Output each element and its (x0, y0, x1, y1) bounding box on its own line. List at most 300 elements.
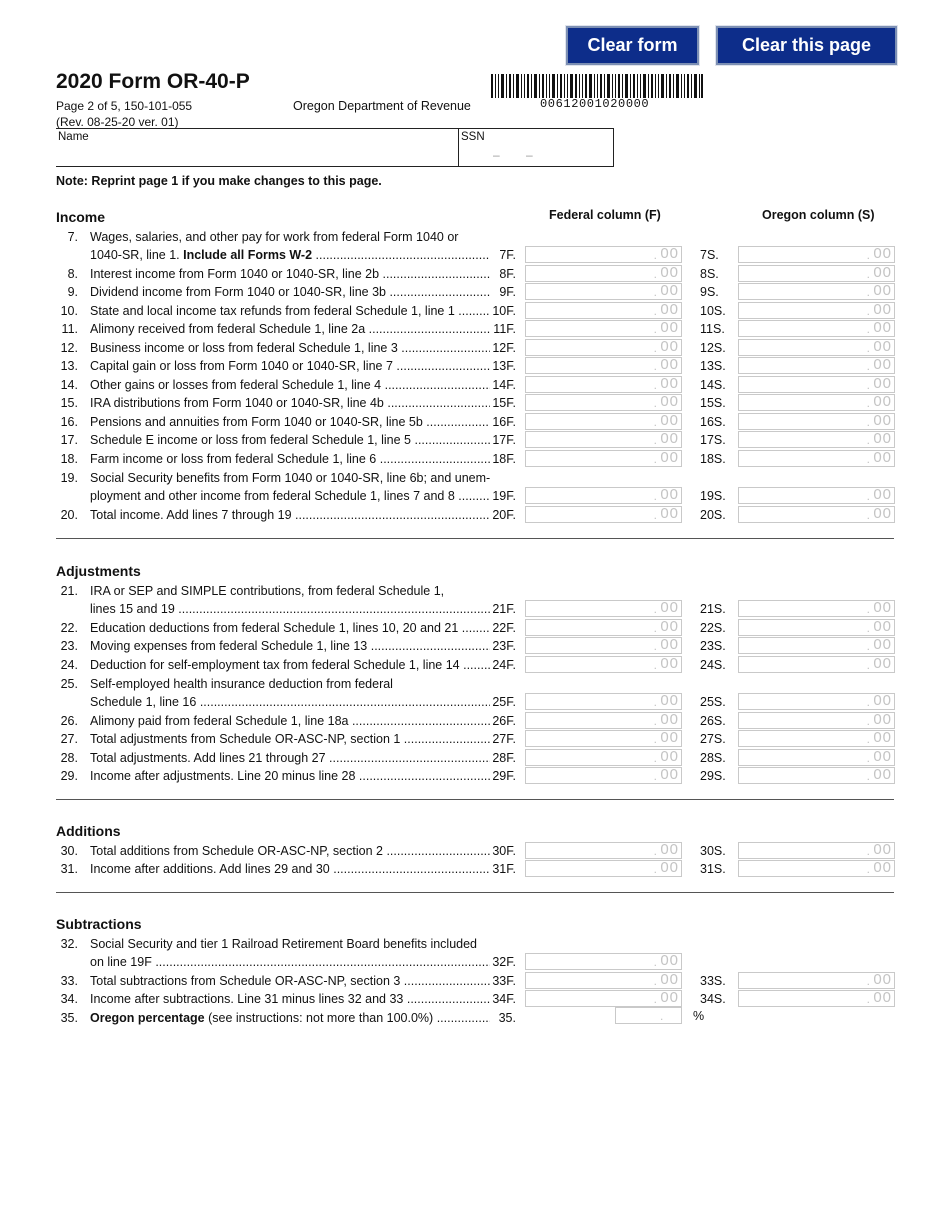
line-code-f: 25F. (492, 695, 516, 709)
line-17-federal-amount-input[interactable] (525, 431, 682, 448)
line-34-oregon-code: 34S. (700, 992, 726, 1006)
line-code-f: 19F. (492, 489, 516, 503)
line-7-oregon-amount-input[interactable] (738, 246, 895, 263)
line-text: Dividend income from Form 1040 or 1040-SR, line 3b ..... (90, 283, 490, 301)
line-text: Social Security and tier 1 Railroad Retirement Board benefits included (90, 937, 478, 951)
line-number: 15. (60, 396, 78, 410)
line-number: 12. (60, 341, 78, 355)
line-12-oregon-amount-input[interactable] (738, 339, 895, 356)
line-text: Total income. Add lines 7 through 19 ..... (90, 506, 490, 524)
line-code-f: 18F. (492, 452, 516, 466)
line-code-f: 29F. (492, 769, 516, 783)
line-25-row1 (56, 675, 516, 693)
line-19-oregon-amount-input[interactable] (738, 487, 895, 504)
decimal-point: . (866, 248, 870, 262)
line-8-oregon-code: 8S. (700, 267, 719, 281)
line-33-oregon-code: 33S. (700, 974, 726, 988)
decimal-point: . (660, 1009, 664, 1023)
line-7-row2 (56, 246, 516, 264)
cents-placeholder: 00 (660, 486, 679, 503)
line-30-federal-amount-input[interactable] (525, 842, 682, 859)
line-text: Wages, salaries, and other pay for work from federal Form 1040 or (90, 230, 459, 244)
cents-placeholder: 00 (660, 282, 679, 299)
line-23-oregon-code: 23S. (700, 639, 726, 653)
decimal-point: . (653, 658, 657, 672)
cents-placeholder: 00 (660, 766, 679, 783)
line-35 (56, 1009, 516, 1027)
line-code-f: 9F. (499, 285, 516, 299)
cents-placeholder: 00 (660, 599, 679, 616)
line-number: 31. (60, 862, 78, 876)
line-14-federal-amount-input[interactable] (525, 376, 682, 393)
ssn-label: SSN (461, 131, 485, 143)
line-31-federal-amount-input[interactable] (525, 860, 682, 877)
line-text: lines 15 and 19 ..... (90, 600, 490, 618)
line-22-oregon-code: 22S. (700, 621, 726, 635)
cents-placeholder: 00 (660, 393, 679, 410)
section-divider (56, 892, 894, 893)
decimal-point: . (866, 489, 870, 503)
line-13-oregon-code: 13S. (700, 359, 726, 373)
line-26-oregon-amount-input[interactable] (738, 712, 895, 729)
line-19-federal-amount-input[interactable] (525, 487, 682, 504)
line-code-f: 32F. (492, 955, 516, 969)
line-33-federal-amount-input[interactable] (525, 972, 682, 989)
line-11-oregon-amount-input[interactable] (738, 320, 895, 337)
cents-placeholder: 00 (660, 636, 679, 653)
decimal-point: . (866, 621, 870, 635)
line-code-f: 7F. (499, 248, 516, 262)
line-text: Capital gain or loss from Form 1040 or 1040-SR, line 7 ..... (90, 357, 490, 375)
oregon-column-header: Oregon column (S) (762, 208, 875, 222)
decimal-point: . (653, 955, 657, 969)
cents-placeholder: 00 (873, 264, 892, 281)
line-17-oregon-code: 17S. (700, 433, 726, 447)
line-number: 29. (60, 769, 78, 783)
line-code-f: 20F. (492, 508, 516, 522)
line-25-federal-amount-input[interactable] (525, 693, 682, 710)
decimal-point: . (866, 452, 870, 466)
line-7-oregon-code: 7S. (700, 248, 719, 262)
line-text: Income after additions. Add lines 29 and 30 ..... (90, 860, 490, 878)
line-10-oregon-amount-input[interactable] (738, 302, 895, 319)
line-13-oregon-amount-input[interactable] (738, 357, 895, 374)
cents-placeholder: 00 (873, 711, 892, 728)
line-29-oregon-code: 29S. (700, 769, 726, 783)
line-31-oregon-amount-input[interactable] (738, 860, 895, 877)
line-15-oregon-code: 15S. (700, 396, 726, 410)
cents-placeholder: 00 (660, 505, 679, 522)
cents-placeholder: 00 (873, 618, 892, 635)
line-8-oregon-amount-input[interactable] (738, 265, 895, 282)
line-30-oregon-amount-input[interactable] (738, 842, 895, 859)
line-number: 28. (60, 751, 78, 765)
line-21-oregon-code: 21S. (700, 602, 726, 616)
decimal-point: . (653, 248, 657, 262)
decimal-point: . (653, 415, 657, 429)
line-17 (56, 431, 516, 449)
decimal-point: . (866, 396, 870, 410)
decimal-point: . (866, 639, 870, 653)
cents-placeholder: 00 (873, 486, 892, 503)
clear-form-button[interactable]: Clear form (566, 26, 699, 65)
line-number: 24. (60, 658, 78, 672)
department: Oregon Department of Revenue (293, 99, 471, 113)
line-21-row1 (56, 582, 516, 600)
clear-page-button[interactable]: Clear this page (716, 26, 897, 65)
line-12-oregon-code: 12S. (700, 341, 726, 355)
cents-placeholder: 00 (873, 449, 892, 466)
line-number: 30. (60, 844, 78, 858)
line-9-federal-amount-input[interactable] (525, 283, 682, 300)
decimal-point: . (866, 769, 870, 783)
line-code-f: 27F. (492, 732, 516, 746)
line-10-oregon-code: 10S. (700, 304, 726, 318)
section-subtractions: Subtractions (56, 916, 142, 932)
line-text: IRA distributions from Form 1040 or 1040-SR, line 4b ..... (90, 394, 490, 412)
line-code-f: 24F. (492, 658, 516, 672)
decimal-point: . (866, 974, 870, 988)
line-text: on line 19F ..... (90, 953, 490, 971)
line-text: Income after adjustments. Line 20 minus line 28 ..... (90, 767, 490, 785)
cents-placeholder: 00 (660, 729, 679, 746)
line-26-oregon-code: 26S. (700, 714, 726, 728)
line-15 (56, 394, 516, 412)
line-code-f: 28F. (492, 751, 516, 765)
cents-placeholder: 00 (873, 636, 892, 653)
line-12-federal-amount-input[interactable] (525, 339, 682, 356)
line-14 (56, 376, 516, 394)
line-34 (56, 990, 516, 1008)
decimal-point: . (866, 695, 870, 709)
line-28-federal-amount-input[interactable] (525, 749, 682, 766)
line-24-oregon-code: 24S. (700, 658, 726, 672)
barcode (491, 74, 703, 98)
ssn-field[interactable] (458, 128, 614, 167)
decimal-point: . (653, 396, 657, 410)
line-29-oregon-amount-input[interactable] (738, 767, 895, 784)
decimal-point: . (866, 304, 870, 318)
line-27-oregon-amount-input[interactable] (738, 730, 895, 747)
decimal-point: . (653, 639, 657, 653)
cents-placeholder: 00 (873, 282, 892, 299)
decimal-point: . (653, 285, 657, 299)
line-13-federal-amount-input[interactable] (525, 357, 682, 374)
line-27-federal-amount-input[interactable] (525, 730, 682, 747)
line-code-f: 34F. (492, 992, 516, 1006)
decimal-point: . (653, 304, 657, 318)
line-20-oregon-amount-input[interactable] (738, 506, 895, 523)
decimal-point: . (653, 359, 657, 373)
line-code-f: 8F. (499, 267, 516, 281)
decimal-point: . (866, 714, 870, 728)
decimal-point: . (866, 415, 870, 429)
line-17-oregon-amount-input[interactable] (738, 431, 895, 448)
decimal-point: . (866, 322, 870, 336)
line-24-federal-amount-input[interactable] (525, 656, 682, 673)
line-26 (56, 712, 516, 730)
line-21-federal-amount-input[interactable] (525, 600, 682, 617)
decimal-point: . (866, 359, 870, 373)
line-14-oregon-amount-input[interactable] (738, 376, 895, 393)
line-16-oregon-amount-input[interactable] (738, 413, 895, 430)
line-number: 20. (60, 508, 78, 522)
line-27-oregon-code: 27S. (700, 732, 726, 746)
line-22-oregon-amount-input[interactable] (738, 619, 895, 636)
line-number: 27. (60, 732, 78, 746)
cents-placeholder: 00 (873, 748, 892, 765)
decimal-point: . (653, 621, 657, 635)
line-23-oregon-amount-input[interactable] (738, 637, 895, 654)
line-22 (56, 619, 516, 637)
line-code-f: 15F. (492, 396, 516, 410)
cents-placeholder: 00 (873, 393, 892, 410)
cents-placeholder: 00 (873, 729, 892, 746)
line-30-oregon-code: 30S. (700, 844, 726, 858)
line-text: Social Security benefits from Form 1040 or 1040-SR, line 6b; and unem- (90, 471, 490, 485)
cents-placeholder: 00 (660, 375, 679, 392)
line-9 (56, 283, 516, 301)
cents-placeholder: 00 (873, 301, 892, 318)
line-7-row1 (56, 228, 516, 246)
line-22-federal-amount-input[interactable] (525, 619, 682, 636)
decimal-point: . (653, 862, 657, 876)
line-19-row1 (56, 469, 516, 487)
cents-placeholder: 00 (660, 430, 679, 447)
cents-placeholder: 00 (873, 841, 892, 858)
cents-placeholder: 00 (873, 692, 892, 709)
line-text: Total subtractions from Schedule OR-ASC-NP, section 3 ..... (90, 972, 490, 990)
cents-placeholder: 00 (873, 245, 892, 262)
line-9-oregon-code: 9S. (700, 285, 719, 299)
line-code-f: 35. (498, 1011, 516, 1025)
cents-placeholder: 00 (873, 655, 892, 672)
line-number: 16. (60, 415, 78, 429)
line-32-row2 (56, 953, 516, 971)
decimal-point: . (866, 378, 870, 392)
line-28 (56, 749, 516, 767)
line-text: Moving expenses from federal Schedule 1, line 13 ..... (90, 637, 490, 655)
ssn-dash: – (526, 148, 533, 162)
line-21-oregon-amount-input[interactable] (738, 600, 895, 617)
cents-placeholder: 00 (660, 264, 679, 281)
decimal-point: . (653, 489, 657, 503)
line-12 (56, 339, 516, 357)
line-number: 35. (60, 1011, 78, 1025)
name-field[interactable] (56, 128, 458, 167)
cents-placeholder: 00 (873, 766, 892, 783)
cents-placeholder: 00 (660, 952, 679, 969)
section-divider (56, 799, 894, 800)
line-20-federal-amount-input[interactable] (525, 506, 682, 523)
line-text: Schedule E income or loss from federal Schedule 1, line 5 ..... (90, 431, 490, 449)
section-additions: Additions (56, 823, 121, 839)
line-18-oregon-code: 18S. (700, 452, 726, 466)
cents-placeholder: 00 (660, 356, 679, 373)
decimal-point: . (653, 714, 657, 728)
cents-placeholder: 00 (873, 971, 892, 988)
cents-placeholder: 00 (873, 338, 892, 355)
line-27 (56, 730, 516, 748)
line-text: Deduction for self-employment tax from federal Schedule 1, line 14 ..... (90, 656, 490, 674)
decimal-point: . (866, 267, 870, 281)
line-number: 17. (60, 433, 78, 447)
line-number: 14. (60, 378, 78, 392)
cents-placeholder: 00 (873, 375, 892, 392)
section-adjustments: Adjustments (56, 563, 141, 579)
cents-placeholder: 00 (660, 748, 679, 765)
decimal-point: . (653, 992, 657, 1006)
line-20-oregon-code: 20S. (700, 508, 726, 522)
line-18-oregon-amount-input[interactable] (738, 450, 895, 467)
decimal-point: . (866, 751, 870, 765)
cents-placeholder: 00 (873, 430, 892, 447)
line-11-federal-amount-input[interactable] (525, 320, 682, 337)
decimal-point: . (653, 732, 657, 746)
line-code-f: 16F. (492, 415, 516, 429)
line-21-row2 (56, 600, 516, 618)
line-19-row2 (56, 487, 516, 505)
line-34-federal-amount-input[interactable] (525, 990, 682, 1007)
line-11-oregon-code: 11S. (700, 322, 725, 336)
line-code-f: 11F. (493, 322, 516, 336)
decimal-point: . (653, 695, 657, 709)
line-code-f: 31F. (492, 862, 516, 876)
cents-placeholder: 00 (660, 971, 679, 988)
cents-placeholder: 00 (873, 319, 892, 336)
cents-placeholder: 00 (873, 505, 892, 522)
line-text: Education deductions from federal Schedule 1, lines 10, 20 and 21 ..... (90, 619, 490, 637)
line-number: 19. (60, 471, 78, 485)
line-code-f: 12F. (492, 341, 516, 355)
line-32-federal-amount-input[interactable] (525, 953, 682, 970)
line-24 (56, 656, 516, 674)
line-number: 22. (60, 621, 78, 635)
decimal-point: . (653, 508, 657, 522)
line-25-oregon-amount-input[interactable] (738, 693, 895, 710)
line-text: Business income or loss from federal Schedule 1, line 3 ..... (90, 339, 490, 357)
line-code-f: 26F. (492, 714, 516, 728)
line-text: Self-employed health insurance deduction from federal (90, 677, 393, 691)
line-text: Pensions and annuities from Form 1040 or 1040-SR, line 5b ..... (90, 413, 490, 431)
line-code-f: 14F. (492, 378, 516, 392)
line-15-federal-amount-input[interactable] (525, 394, 682, 411)
line-16-federal-amount-input[interactable] (525, 413, 682, 430)
section-divider (56, 538, 894, 539)
decimal-point: . (653, 751, 657, 765)
line-text: Interest income from Form 1040 or 1040-SR, line 2b ..... (90, 265, 490, 283)
line-number: 21. (60, 584, 78, 598)
cents-placeholder: 00 (873, 989, 892, 1006)
decimal-point: . (653, 452, 657, 466)
line-29-federal-amount-input[interactable] (525, 767, 682, 784)
cents-placeholder: 00 (873, 599, 892, 616)
line-code-f: 22F. (492, 621, 516, 635)
cents-placeholder: 00 (873, 859, 892, 876)
cents-placeholder: 00 (660, 412, 679, 429)
decimal-point: . (866, 602, 870, 616)
line-9-oregon-amount-input[interactable] (738, 283, 895, 300)
percent-sign: % (693, 1009, 705, 1023)
line-33 (56, 972, 516, 990)
line-28-oregon-amount-input[interactable] (738, 749, 895, 766)
line-34-oregon-amount-input[interactable] (738, 990, 895, 1007)
decimal-point: . (866, 732, 870, 746)
oregon-percentage-input[interactable] (615, 1007, 682, 1024)
line-10 (56, 302, 516, 320)
line-18-federal-amount-input[interactable] (525, 450, 682, 467)
line-33-oregon-amount-input[interactable] (738, 972, 895, 989)
cents-placeholder: 00 (873, 412, 892, 429)
line-23-federal-amount-input[interactable] (525, 637, 682, 654)
line-text: Schedule 1, line 16 ..... (90, 693, 490, 711)
form-title: 2020 Form OR-40-P (56, 70, 250, 93)
decimal-point: . (653, 974, 657, 988)
decimal-point: . (653, 378, 657, 392)
line-7-federal-amount-input[interactable] (525, 246, 682, 263)
line-number: 32. (60, 937, 78, 951)
cents-placeholder: 00 (660, 711, 679, 728)
line-25-row2 (56, 693, 516, 711)
ssn-dash: – (493, 148, 500, 162)
cents-placeholder: 00 (660, 989, 679, 1006)
line-text: Farm income or loss from federal Schedule 1, line 6 ..... (90, 450, 490, 468)
line-10-federal-amount-input[interactable] (525, 302, 682, 319)
line-number: 26. (60, 714, 78, 728)
line-26-federal-amount-input[interactable] (525, 712, 682, 729)
decimal-point: . (653, 433, 657, 447)
reprint-note: Note: Reprint page 1 if you make changes to this page. (56, 174, 382, 188)
line-text: Alimony received from federal Schedule 1, line 2a ..... (90, 320, 490, 338)
decimal-point: . (866, 658, 870, 672)
decimal-point: . (866, 844, 870, 858)
line-25-oregon-code: 25S. (700, 695, 726, 709)
line-code-f: 21F. (492, 602, 516, 616)
cents-placeholder: 00 (660, 618, 679, 635)
line-code-f: 23F. (492, 639, 516, 653)
decimal-point: . (866, 285, 870, 299)
line-text: Other gains or losses from federal Schedule 1, line 4 ..... (90, 376, 490, 394)
federal-column-header: Federal column (F) (549, 208, 661, 222)
line-number: 33. (60, 974, 78, 988)
line-19-oregon-code: 19S. (700, 489, 726, 503)
line-13 (56, 357, 516, 375)
line-18 (56, 450, 516, 468)
cents-placeholder: 00 (660, 338, 679, 355)
decimal-point: . (866, 862, 870, 876)
cents-placeholder: 00 (873, 356, 892, 373)
line-number: 13. (60, 359, 78, 373)
line-code-f: 13F. (492, 359, 516, 373)
decimal-point: . (653, 602, 657, 616)
line-8 (56, 265, 516, 283)
decimal-point: . (653, 267, 657, 281)
line-28-oregon-code: 28S. (700, 751, 726, 765)
line-15-oregon-amount-input[interactable] (738, 394, 895, 411)
line-24-oregon-amount-input[interactable] (738, 656, 895, 673)
line-number: 11. (61, 322, 78, 336)
line-16 (56, 413, 516, 431)
decimal-point: . (866, 433, 870, 447)
line-text: State and local income tax refunds from federal Schedule 1, line 1 ..... (90, 302, 490, 320)
line-8-federal-amount-input[interactable] (525, 265, 682, 282)
cents-placeholder: 00 (660, 301, 679, 318)
line-text: ployment and other income from federal Schedule 1, lines 7 and 8 ..... (90, 487, 490, 505)
line-23 (56, 637, 516, 655)
cents-placeholder: 00 (660, 841, 679, 858)
section-income: Income (56, 209, 106, 225)
page-info: Page 2 of 5, 150-101-055 (56, 99, 193, 113)
